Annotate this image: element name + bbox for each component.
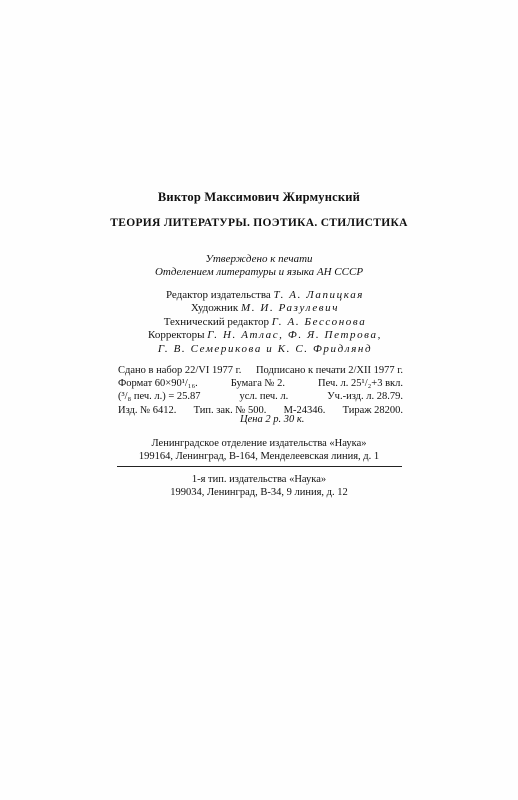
editor-role: Редактор издательства — [165, 289, 271, 301]
publisher-name: Ленинградское отделение издательства «Наука» — [151, 438, 367, 449]
artist-role: Художник — [190, 302, 239, 315]
approval-line-2: Отделением литературы и языка АН СССР — [154, 266, 364, 278]
print-order: Тип. зак. № 500. — [193, 404, 267, 416]
publisher-address: 199164, Ленинград, В-164, Менделеевская линия, д. 1 — [138, 451, 380, 462]
censor-code: М-24346. — [283, 404, 326, 416]
proofreaders-role: Корректоры — [148, 329, 205, 342]
credit-proofreaders — [120, 329, 410, 342]
tech-editor-name: Г. А. Бессонова — [271, 315, 367, 328]
proofreaders-names-1: Г. Н. Атлас, Ф. Я. Петрова, — [207, 329, 382, 342]
credits-block — [120, 289, 410, 356]
format: Формат 60×90¹/₁₆. — [118, 378, 198, 390]
price: Цена 2 р. 30 к. — [240, 414, 305, 425]
printer-name: 1-я тип. издательства «Наука» — [191, 474, 327, 485]
typeset-date: Сдано в набор 22/VI 1977 г. — [118, 365, 242, 376]
paper: Бумага № 2. — [230, 378, 286, 390]
credit-proofreaders-cont — [120, 343, 410, 356]
imprint-line-2 — [118, 377, 403, 390]
conv-sheets-unit: усл. печ. л. — [239, 391, 289, 403]
conv-sheets-value: (³/₈ печ. л.) = 25.87 — [118, 391, 201, 403]
print-run: Тираж 28200. — [342, 404, 403, 416]
editor-name: Т. А. Лапицкая — [273, 289, 365, 301]
print-sign-date: Подписано к печати 2/XII 1977 г. — [255, 365, 403, 376]
imprint-line-1 — [118, 364, 403, 377]
book-author: Виктор Максимович Жирмунский — [157, 190, 361, 204]
credit-artist — [120, 302, 410, 315]
publishing-sheets: Уч.-изд. л. 28.79. — [327, 391, 403, 403]
book-title: ТЕОРИЯ ЛИТЕРАТУРЫ. ПОЭТИКА. СТИЛИСТИКА — [110, 217, 408, 229]
imprint-block — [118, 364, 403, 417]
imprint-line-3 — [118, 390, 403, 403]
approval-line-1: Утверждено к печати — [205, 253, 313, 265]
credit-tech-editor — [120, 316, 410, 329]
credit-editor — [120, 289, 410, 302]
artist-name: М. И. Разулевич — [240, 302, 340, 315]
edition-number: Изд. № 6412. — [118, 404, 177, 416]
printer-address: 199034, Ленинград, В-34, 9 линия, д. 12 — [170, 487, 348, 498]
proofreaders-names-2: Г. В. Семерикова и К. С. Фридлянд — [157, 342, 373, 355]
printed-sheets: Печ. л. 25¹/₂+3 вкл. — [318, 378, 403, 390]
tech-editor-role: Технический редактор — [163, 315, 270, 328]
divider-rule — [117, 466, 402, 467]
